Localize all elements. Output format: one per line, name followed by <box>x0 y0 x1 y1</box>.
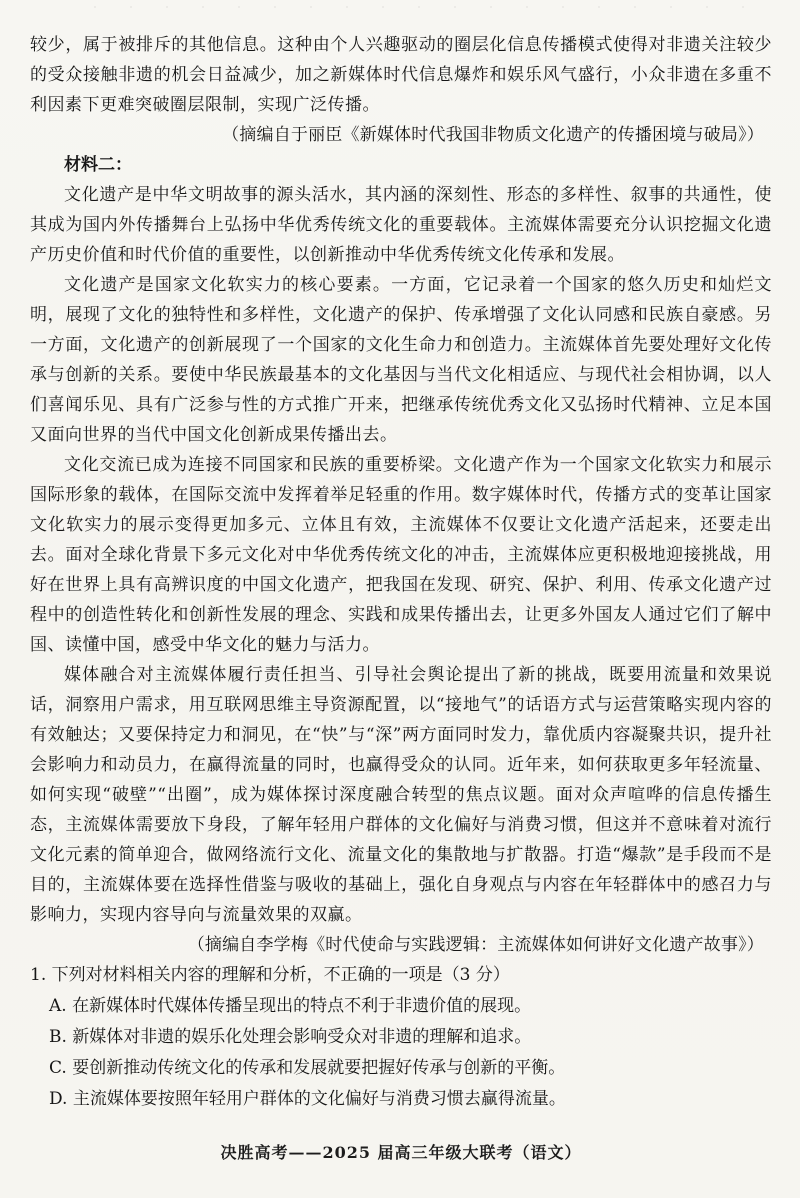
page-footer-exam-title: 决胜高考——2025 届高三年级大联考（语文） <box>220 1143 582 1162</box>
material1-source-attribution: （摘编自于丽臣《新媒体时代我国非物质文化遗产的传播困境与破局》） <box>222 125 764 145</box>
material2-paragraph-4: 媒体融合对主流媒体履行责任担当、引导社会舆论提出了新的挑战，既要用流量和效果说话，洞察用户需求，用互联网思维主导资源配置，以“接地气”的话语方式与运营策略实现内容的有效触达；又要保持定力和洞见，在“快”与“深”两方面同时发力，靠优质内容凝聚共识，提升社会影响力和动员力，在赢得流量的同时，也赢得受众的认同。近年来，如何获取更多年轻流量、如何实现“破壁”“出圈”，成为媒体探讨深度融合转型的焦点议题。面对众声喧哗的信息传播生态，主流媒体需要放下身段，了解年轻用户群体的文化偏好与消费习惯，但这并不意味着对流行文化元素的简单迎合，做网络流行文化、流量文化的集散地与扩散器。打造“爆款”是手段而不是目的，主流媒体要在选择性借鉴与吸收的基础上，强化自身观点与内容在年轻群体中的感召力与影响力，实现内容导向与流量效果的双赢。 <box>30 665 772 925</box>
material1-continuation-paragraph: 较少，属于被排斥的其他信息。这种由个人兴趣驱动的圈层化信息传播模式使得对非遗关注较少的受众接触非遗的机会日益减少，加之新媒体时代信息爆炸和娱乐风气盛行，小众非遗在多重不利因素下更难突破圈层限制，实现广泛传播。 <box>30 35 772 115</box>
question-1-option-a: A. 在新媒体时代媒体传播呈现出的特点不利于非遗价值的展现。 <box>49 996 532 1016</box>
question-1-option-b: B. 新媒体对非遗的娱乐化处理会影响受众对非遗的理解和追求。 <box>49 1027 532 1047</box>
question-1-option-d: D. 主流媒体要按照年轻用户群体的文化偏好与消费习惯去赢得流量。 <box>49 1089 566 1109</box>
material2-source-attribution: （摘编自李学梅《时代使命与实践逻辑：主流媒体如何讲好文化遗产故事》） <box>187 935 764 955</box>
question-1-stem: 1. 下列对材料相关内容的理解和分析，不正确的一项是（3 分） <box>30 965 510 985</box>
material2-paragraph-1: 文化遗产是中华文明故事的源头活水，其内涵的深刻性、形态的多样性、叙事的共通性，使其成为国内外传播舞台上弘扬中华优秀传统文化的重要载体。主流媒体需要充分认识挖掘文化遗产历史价值和时代价值的重要性，以创新推动中华优秀传统文化传承和发展。 <box>30 185 772 265</box>
question-1-option-c: C. 要创新推动传统文化的传承和发展就要把握好传承与创新的平衡。 <box>49 1058 566 1078</box>
scan-artifact <box>60 6 750 8</box>
material2-label: 材料二： <box>64 155 132 175</box>
material2-paragraph-2: 文化遗产是国家文化软实力的核心要素。一方面，它记录着一个国家的悠久历史和灿烂文明，展现了文化的独特性和多样性，文化遗产的保护、传承增强了文化认同感和民族自豪感。另一方面，文化遗产的创新展现了一个国家的文化生命力和创造力。主流媒体首先要处理好文化传承与创新的关系。要使中华民族最基本的文化基因与当代文化相适应、与现代社会相协调，以人们喜闻乐见、具有广泛参与性的方式推广开来，把继承传统优秀文化又弘扬时代精神、立足本国又面向世界的当代中国文化创新成果传播出去。 <box>30 275 772 445</box>
material2-paragraph-3: 文化交流已成为连接不同国家和民族的重要桥梁。文化遗产作为一个国家文化软实力和展示国际形象的载体，在国际交流中发挥着举足轻重的作用。数字媒体时代，传播方式的变革让国家文化软实力的展示变得更加多元、立体且有效，主流媒体不仅要让文化遗产活起来，还要走出去。面对全球化背景下多元文化对中华优秀传统文化的冲击，主流媒体应更积极地迎接挑战，用好在世界上具有高辨识度的中国文化遗产，把我国在发现、研究、保护、利用、传承文化遗产过程中的创造性转化和创新性发展的理念、实践和成果传播出去，让更多外国友人通过它们了解中国、读懂中国，感受中华文化的魅力与活力。 <box>30 455 772 655</box>
